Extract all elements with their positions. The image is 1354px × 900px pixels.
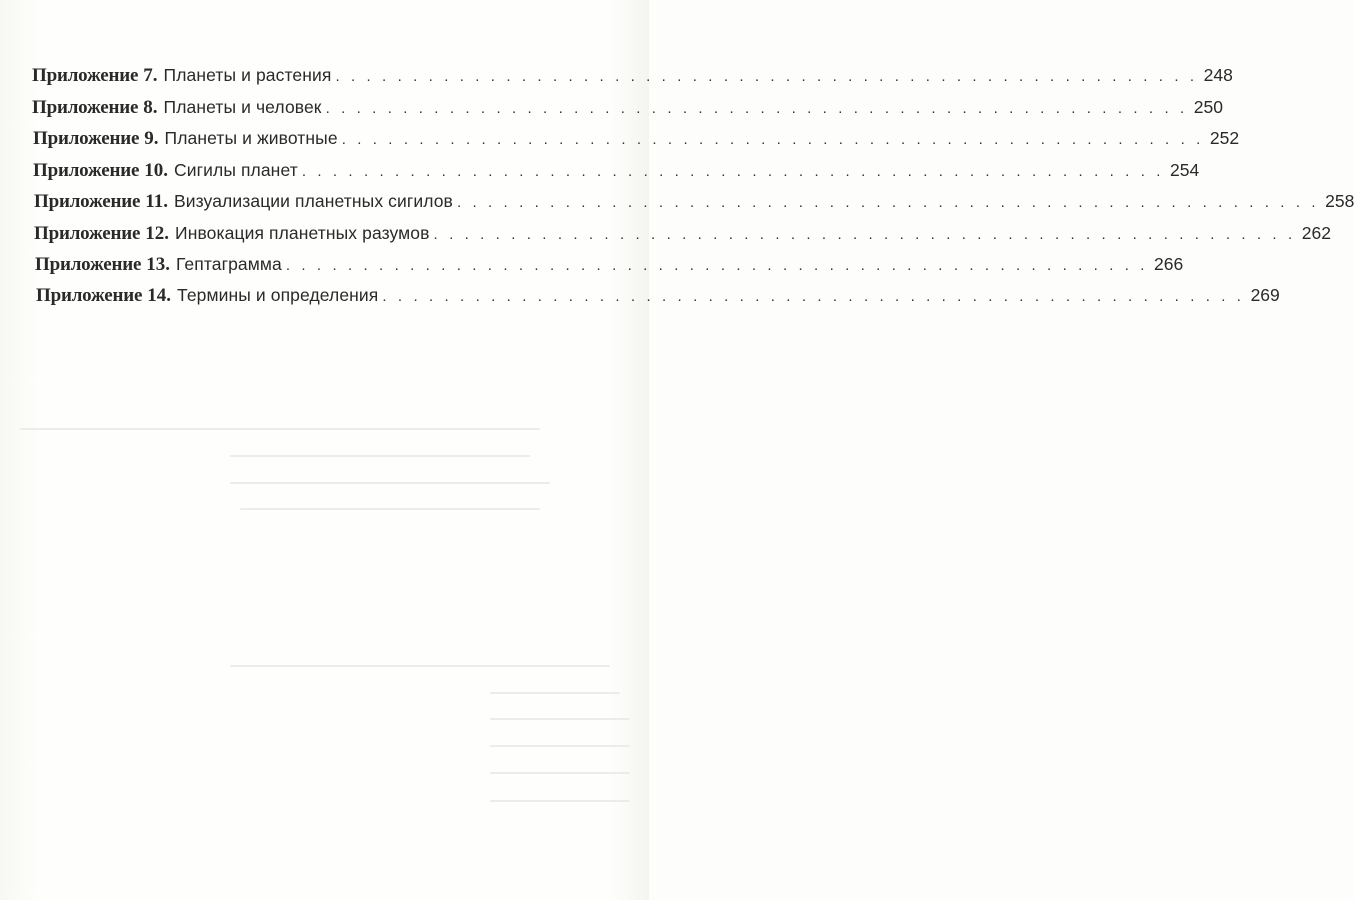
show-through-line [230, 482, 550, 484]
entry-label: Приложение [34, 191, 141, 212]
toc-entry[interactable] [32, 61, 1233, 89]
entry-title: Гептаграмма [176, 254, 282, 274]
show-through-line [20, 428, 540, 430]
dot-leader: . . . . . . . . . . . . . . . . . . . . . . . . . . . . . . . . . . . . . . . . . . . . . . . . . . . . . . . . [382, 288, 1245, 305]
dot-leader: . . . . . . . . . . . . . . . . . . . . . . . . . . . . . . . . . . . . . . . . . . . . . . . . . . . . . . . . [325, 100, 1188, 117]
dot-leader: . . . . . . . . . . . . . . . . . . . . . . . . . . . . . . . . . . . . . . . . . . . . . . . . . . . . . . . . [285, 257, 1149, 274]
entry-page-number: 252 [1209, 128, 1240, 148]
entry-number: 8. [143, 97, 158, 118]
entry-number: 10. [144, 160, 169, 181]
toc-entry[interactable] [34, 187, 1354, 215]
entry-label: Приложение [33, 160, 140, 181]
entry-number: 9. [144, 128, 159, 149]
entry-label: Приложение [34, 223, 141, 244]
show-through-line [240, 508, 540, 510]
entry-page-number: 258 [1325, 191, 1354, 211]
toc-entry[interactable] [32, 93, 1223, 121]
entry-label: Приложение [32, 65, 139, 86]
entry-label: Приложение [36, 285, 143, 306]
dot-leader: . . . . . . . . . . . . . . . . . . . . . . . . . . . . . . . . . . . . . . . . . . . . . . . . . . . . . . . . [301, 163, 1165, 180]
show-through-line [490, 772, 630, 774]
toc-entry[interactable] [34, 219, 1331, 247]
show-through-line [490, 745, 630, 747]
entry-page-number: 266 [1154, 254, 1184, 274]
entry-page-number: 254 [1170, 160, 1200, 180]
toc-entry[interactable] [35, 250, 1184, 278]
entry-number: 14. [147, 285, 172, 306]
show-through-line [490, 718, 630, 720]
entry-number: 13. [146, 254, 171, 275]
entry-number: 12. [145, 223, 170, 244]
entry-title: Сигилы планет [174, 160, 298, 180]
entry-label: Приложение [35, 254, 142, 275]
entry-number: 7. [143, 65, 158, 86]
dot-leader: . . . . . . . . . . . . . . . . . . . . . . . . . . . . . . . . . . . . . . . . . . . . . . . . . . . . . . . . [335, 68, 1198, 85]
show-through-line [490, 692, 620, 694]
entry-number: 11. [145, 191, 168, 212]
show-through-line [230, 455, 530, 457]
toc-entry[interactable] [36, 281, 1280, 309]
show-through-line [230, 665, 610, 667]
dot-leader: . . . . . . . . . . . . . . . . . . . . . . . . . . . . . . . . . . . . . . . . . . . . . . . . . . . . . . . . [341, 131, 1204, 148]
entry-page-number: 250 [1193, 97, 1223, 117]
entry-label: Приложение [33, 128, 140, 149]
entry-title: Планеты и животные [164, 128, 338, 148]
dot-leader: . . . . . . . . . . . . . . . . . . . . . . . . . . . . . . . . . . . . . . . . . . . . . . . . . . . . . . . . [433, 226, 1296, 243]
toc-entry[interactable] [33, 156, 1200, 184]
dot-leader: . . . . . . . . . . . . . . . . . . . . . . . . . . . . . . . . . . . . . . . . . . . . . . . . . . . . . . . . [456, 194, 1320, 211]
entry-title: Инвокация планетных разумов [175, 223, 430, 243]
entry-page-number: 248 [1203, 65, 1233, 85]
toc-entry[interactable] [33, 124, 1240, 152]
show-through-line [490, 800, 630, 802]
entry-title: Планеты и человек [163, 97, 322, 117]
entry-page-number: 262 [1301, 223, 1331, 243]
entry-title: Термины и определения [177, 285, 379, 305]
entry-page-number: 269 [1250, 285, 1280, 305]
entry-title: Планеты и растения [163, 65, 332, 85]
entry-title: Визуализации планетных сигилов [173, 191, 453, 211]
entry-label: Приложение [32, 97, 139, 118]
